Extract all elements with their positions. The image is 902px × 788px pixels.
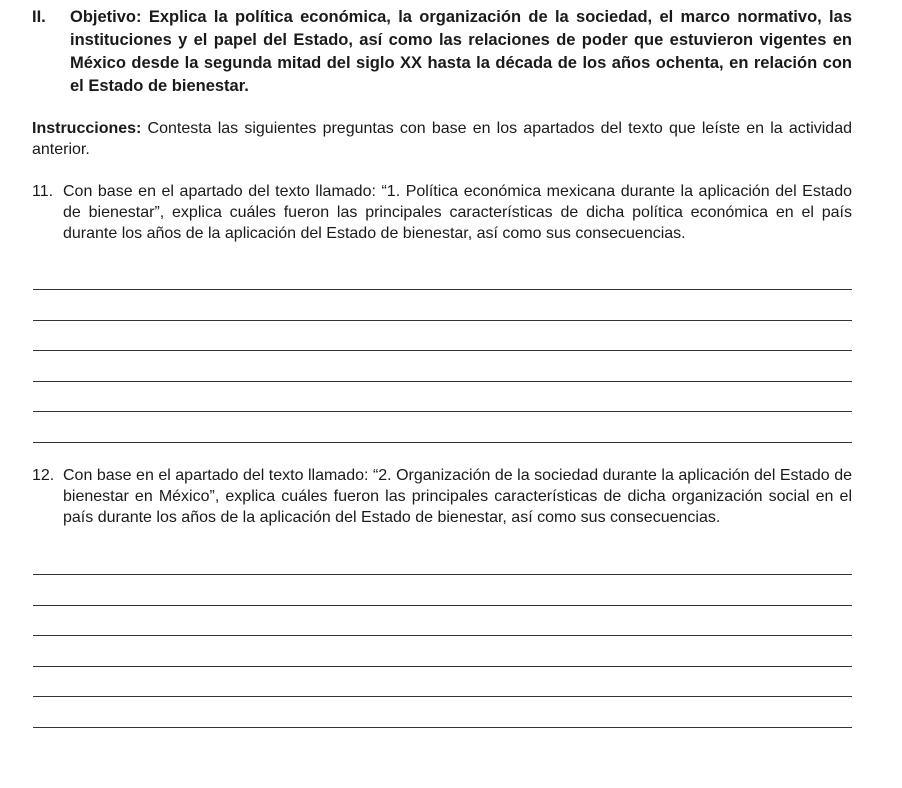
instructions-block — [32, 118, 852, 160]
answer-line[interactable] — [33, 381, 852, 382]
objective-block — [32, 6, 852, 98]
answer-line[interactable] — [33, 289, 852, 290]
answer-line[interactable] — [33, 635, 852, 636]
objective-text: Objetivo: Explica la política económica, la organización de la sociedad, el marco normativo, las instituciones y el papel del Estado, así como las relaciones de poder que estuvieron vigentes en México desde la segunda mitad del siglo XX hasta la década de los años ochenta, en relación con el Estado de bienestar. — [70, 8, 852, 95]
question-12 — [32, 465, 852, 528]
question-text: Con base en el apartado del texto llamado: “2. Organización de la sociedad durante la aplicación del Estado de bienestar en México”, explica cuáles fueron las principales características de dicha organización social en el país durante los años de la aplicación del Estado de bienestar, así como sus consecuencias. — [63, 467, 852, 526]
answer-line[interactable] — [33, 696, 852, 697]
section-number: II. — [32, 8, 46, 26]
instructions-text: Contesta las siguientes preguntas con base en los apartados del texto que leíste en la actividad anterior. — [32, 120, 852, 158]
answer-line[interactable] — [33, 411, 852, 412]
instructions-label: Instrucciones: — [32, 120, 142, 137]
answer-line[interactable] — [33, 666, 852, 667]
question-text: Con base en el apartado del texto llamado: “1. Política económica mexicana durante la aplicación del Estado de bienestar”, explica cuáles fueron las principales características de dicha política económica en el país durante los años de la aplicación del Estado de bienestar, así como sus consecuencias. — [63, 183, 852, 242]
question-11 — [32, 181, 852, 244]
question-number: 11. — [32, 183, 54, 200]
answer-line[interactable] — [33, 442, 852, 443]
answer-line[interactable] — [33, 574, 852, 575]
question-number: 12. — [32, 467, 55, 484]
answer-line[interactable] — [33, 320, 852, 321]
answer-line[interactable] — [33, 605, 852, 606]
answer-line[interactable] — [33, 727, 852, 728]
answer-line[interactable] — [33, 350, 852, 351]
